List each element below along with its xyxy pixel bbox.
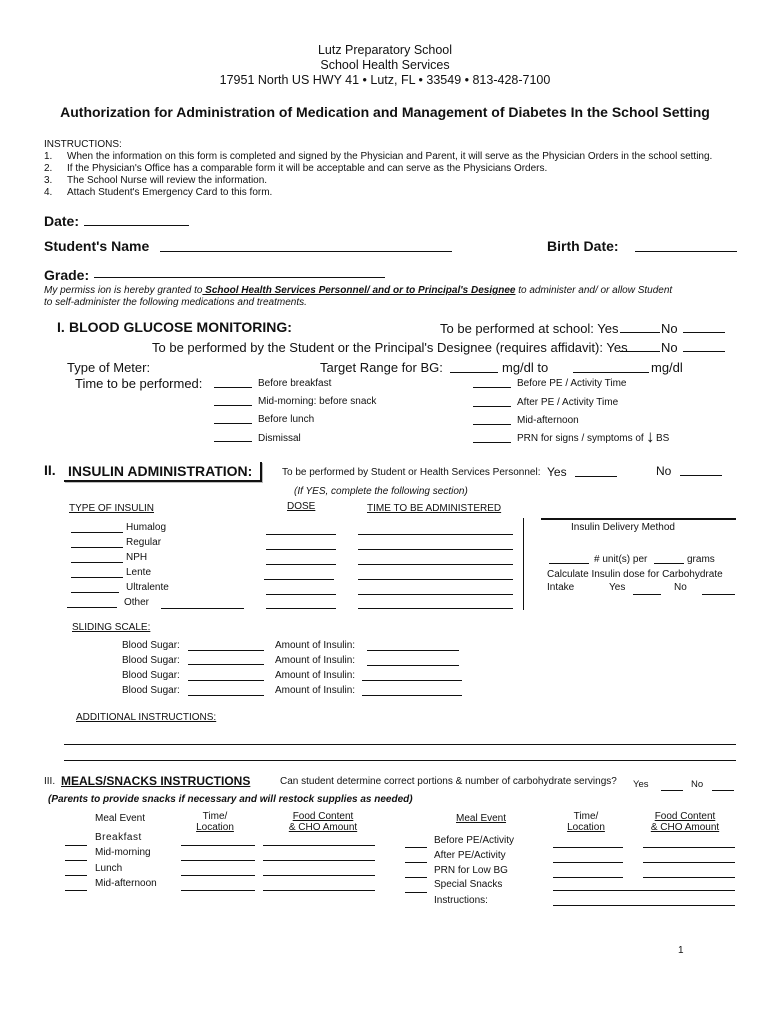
delivery-box-top (541, 518, 736, 520)
birth-date-field[interactable] (635, 251, 737, 252)
blood-sugar-label: Blood Sugar: (122, 685, 180, 696)
insulin-type: Regular (126, 537, 162, 548)
sliding-scale-label: SLIDING SCALE: (72, 622, 151, 633)
instruction-num: 4. (44, 187, 53, 198)
time-header: Time/ (202, 811, 228, 822)
food-content-header: Food Content (292, 811, 354, 822)
units-per-label: # unit(s) per (594, 554, 648, 565)
grams-field[interactable] (654, 563, 684, 564)
before-pe-field[interactable] (473, 387, 511, 388)
intake-label: Intake (547, 582, 575, 593)
parents-note: (Parents to provide snacks if necessary and will restock supplies as needed) (48, 794, 413, 805)
insulin-no-label: No (656, 464, 672, 478)
meal-event: Special Snacks (434, 879, 503, 890)
insulin-heading: INSULIN ADMINISTRATION: (68, 463, 253, 479)
meal-food-field[interactable] (263, 875, 375, 876)
time-field[interactable] (358, 564, 513, 565)
prn-field[interactable] (473, 442, 511, 443)
time-option: Dismissal (258, 433, 301, 444)
insulin-type: Humalog (126, 522, 167, 533)
type-of-insulin-header: TYPE OF INSULIN (69, 503, 155, 514)
at-school-yes-field[interactable] (620, 332, 660, 333)
delivery-method-label: Insulin Delivery Method (571, 522, 675, 533)
grams-label: grams (687, 554, 715, 565)
meal-event-header: Meal Event (95, 813, 146, 824)
meal-food-field[interactable] (643, 847, 735, 848)
date-field[interactable] (84, 225, 189, 226)
blood-sugar-field[interactable] (188, 695, 264, 696)
time-option: PRN for signs / symptoms of (517, 433, 644, 444)
target-range-label: Target Range for BG: (320, 360, 443, 375)
insulin-type: NPH (126, 552, 148, 563)
meal-event: Lunch (95, 863, 123, 874)
insulin-yes-label: Yes (547, 465, 567, 479)
dose-header: DOSE (287, 501, 316, 512)
time-field[interactable] (358, 608, 513, 609)
humalog-check[interactable] (71, 532, 123, 533)
meal-event-header: Meal Event (456, 813, 507, 824)
special-snacks-field[interactable] (553, 890, 735, 891)
instruction-num: 1. (44, 151, 53, 162)
meal-check[interactable] (65, 860, 87, 861)
time-field[interactable] (358, 534, 513, 535)
instruction-item: Attach Student's Emergency Card to this form. (67, 187, 273, 198)
instruction-num: 2. (44, 163, 53, 174)
mgdl-label: mg/dl (651, 360, 683, 375)
other-insulin-field[interactable] (161, 608, 244, 609)
page-number: 1 (678, 945, 684, 956)
carb-no-label: No (691, 779, 704, 790)
time-performed-label: Time to be performed: (75, 376, 203, 391)
meal-food-field[interactable] (643, 862, 735, 863)
meals-heading: MEALS/SNACKS INSTRUCTIONS (61, 774, 251, 788)
meal-event: Breakfast (95, 832, 142, 843)
intake-yes-field[interactable] (633, 594, 661, 595)
additional-instructions-label: ADDITIONAL INSTRUCTIONS: (76, 712, 217, 723)
units-field[interactable] (549, 563, 589, 564)
time-administered-header: TIME TO BE ADMINISTERED (367, 503, 502, 514)
meal-check[interactable] (65, 875, 87, 876)
insulin-type: Ultralente (126, 582, 169, 593)
student-name-label: Student's Name (44, 238, 150, 254)
insulin-type: Other (124, 597, 150, 608)
insulin-type: Lente (126, 567, 152, 578)
dismissal-field[interactable] (214, 441, 252, 442)
carb-question: Can student determine correct portions & number of carbohydrate servings? (280, 776, 617, 787)
section-number: I. (57, 319, 65, 335)
dose-field[interactable] (266, 534, 336, 535)
blood-sugar-label: Blood Sugar: (122, 670, 180, 681)
if-yes-note: (If YES, complete the following section) (294, 486, 468, 497)
meal-food-field[interactable] (643, 877, 735, 878)
instruction-num: 3. (44, 175, 53, 186)
grade-label: Grade: (44, 267, 90, 283)
location-header: Location (567, 822, 605, 833)
time-option: After PE / Activity Time (517, 397, 619, 408)
by-student-no-field[interactable] (683, 351, 725, 352)
meal-check[interactable] (405, 892, 427, 893)
permission-text-line2: to self-administer the following medications and treatments. (44, 297, 307, 308)
dose-field[interactable] (266, 564, 336, 565)
meal-check[interactable] (65, 845, 87, 846)
cho-amount-header: & CHO Amount (650, 822, 720, 833)
meter-type-label: Type of Meter: (67, 360, 151, 375)
carb-yes-label: Yes (633, 779, 649, 790)
time-field[interactable] (358, 594, 513, 595)
insulin-yes-field[interactable] (575, 476, 617, 477)
nph-check[interactable] (71, 562, 123, 563)
carb-yes-field[interactable] (661, 790, 683, 791)
blood-sugar-label: Blood Sugar: (122, 640, 180, 651)
meal-time-field[interactable] (181, 890, 255, 891)
time-option: Before breakfast (258, 378, 332, 389)
form-title: Authorization for Administration of Medication and Management of Diabetes In the School Setting (60, 104, 710, 120)
ultralente-check[interactable] (71, 592, 119, 593)
dose-field[interactable] (266, 594, 336, 595)
before-breakfast-field[interactable] (214, 387, 252, 388)
meal-event: PRN for Low BG (434, 865, 508, 876)
performed-by-student-label: To be performed by the Student or the Principal's Designee (requires affidavit): Yes (152, 340, 628, 355)
amount-insulin-label: Amount of Insulin: (275, 670, 356, 681)
bs-label: BS (656, 433, 670, 444)
mgdl-to-label: mg/dl to (502, 360, 549, 375)
meal-instructions-field[interactable] (553, 905, 735, 906)
meal-instructions-label: Instructions: (434, 895, 488, 906)
meal-check[interactable] (405, 877, 427, 878)
meal-check[interactable] (65, 890, 87, 891)
instruction-item: When the information on this form is completed and signed by the Physician and Parent, it will serve as the Physician Orders in the school setting. (67, 151, 713, 162)
cho-amount-header: & CHO Amount (288, 822, 358, 833)
amount-insulin-field[interactable] (367, 665, 459, 666)
by-student-yes-field[interactable] (620, 351, 660, 352)
other-check[interactable] (67, 607, 117, 608)
delivery-box-divider (523, 518, 524, 610)
target-high-field[interactable] (573, 372, 649, 373)
meal-check[interactable] (405, 862, 427, 863)
time-option: Mid-afternoon (517, 415, 579, 426)
insulin-performed-by-label: To be performed by Student or Health Services Personnel: (282, 467, 541, 478)
location-header: Location (196, 822, 234, 833)
amount-insulin-label: Amount of Insulin: (275, 655, 356, 666)
dose-field[interactable] (264, 579, 334, 580)
amount-insulin-field[interactable] (362, 680, 462, 681)
amount-insulin-field[interactable] (367, 650, 459, 651)
calculate-dose-label: Calculate Insulin dose for Carbohydrate (547, 569, 723, 580)
school-address: 17951 North US HWY 41 • Lutz, FL • 33549 • 813-428-7100 (219, 73, 551, 87)
meal-time-field[interactable] (553, 862, 623, 863)
permission-text: My permiss ion is hereby granted to School Health Services Personnel/ and or to Principal's Designee to administer and/ or allow Student (44, 285, 673, 296)
time-option: Before lunch (258, 414, 315, 425)
mid-afternoon-field[interactable] (473, 424, 511, 425)
grade-field[interactable] (94, 277, 385, 278)
instruction-item: The School Nurse will review the information. (67, 175, 268, 186)
time-header: Time/ (573, 811, 599, 822)
meal-time-field[interactable] (553, 877, 623, 878)
down-arrow-icon: ↓ (646, 427, 655, 446)
blood-sugar-field[interactable] (188, 664, 264, 665)
meal-event: Mid-afternoon (95, 878, 157, 889)
regular-check[interactable] (71, 547, 123, 548)
insulin-no-field[interactable] (680, 475, 722, 476)
additional-instructions-field[interactable] (64, 760, 736, 761)
dose-field[interactable] (266, 608, 336, 609)
meal-time-field[interactable] (553, 847, 623, 848)
instructions-heading: INSTRUCTIONS: (44, 139, 122, 150)
mid-morning-field[interactable] (214, 405, 252, 406)
meal-event: Mid-morning (95, 847, 151, 858)
amount-insulin-label: Amount of Insulin: (275, 640, 356, 651)
performed-at-school-label: To be performed at school: Yes (440, 321, 619, 336)
lente-check[interactable] (71, 577, 123, 578)
intake-no-field[interactable] (702, 594, 735, 595)
intake-no-label: No (674, 582, 687, 593)
dose-field[interactable] (266, 549, 336, 550)
time-field[interactable] (358, 549, 513, 550)
department-name: School Health Services (320, 58, 450, 72)
carb-no-field[interactable] (712, 790, 734, 791)
meal-event: Before PE/Activity (434, 835, 515, 846)
intake-yes-label: Yes (609, 582, 626, 593)
meal-food-field[interactable] (263, 845, 375, 846)
glucose-heading: BLOOD GLUCOSE MONITORING: (69, 319, 292, 335)
birth-date-label: Birth Date: (547, 238, 619, 254)
time-option: Before PE / Activity Time (517, 378, 627, 389)
food-content-header: Food Content (654, 811, 716, 822)
at-school-no-field[interactable] (683, 332, 725, 333)
meal-time-field[interactable] (181, 860, 255, 861)
time-field[interactable] (358, 579, 513, 580)
amount-insulin-field[interactable] (362, 695, 462, 696)
additional-instructions-field[interactable] (64, 744, 736, 745)
target-low-field[interactable] (450, 372, 498, 373)
at-school-no-label: No (661, 321, 678, 336)
student-name-field[interactable] (160, 251, 452, 252)
before-lunch-field[interactable] (214, 423, 252, 424)
section-number: III. (44, 776, 56, 787)
time-option: Mid-morning: before snack (258, 396, 377, 407)
meal-time-field[interactable] (181, 875, 255, 876)
by-student-no-label: No (661, 340, 678, 355)
blood-sugar-field[interactable] (188, 650, 264, 651)
blood-sugar-label: Blood Sugar: (122, 655, 180, 666)
meal-food-field[interactable] (263, 860, 375, 861)
date-label: Date: (44, 213, 80, 229)
instruction-item: If the Physician's Office has a comparable form it will be acceptable and can serve as the Physicians Orders. (67, 163, 548, 174)
meal-check[interactable] (405, 847, 427, 848)
meal-time-field[interactable] (181, 845, 255, 846)
after-pe-field[interactable] (473, 406, 511, 407)
school-name: Lutz Preparatory School (317, 43, 453, 57)
section-number: II. (44, 462, 56, 478)
amount-insulin-label: Amount of Insulin: (275, 685, 356, 696)
blood-sugar-field[interactable] (188, 680, 264, 681)
meal-event: After PE/Activity (434, 850, 506, 861)
meal-food-field[interactable] (263, 890, 375, 891)
